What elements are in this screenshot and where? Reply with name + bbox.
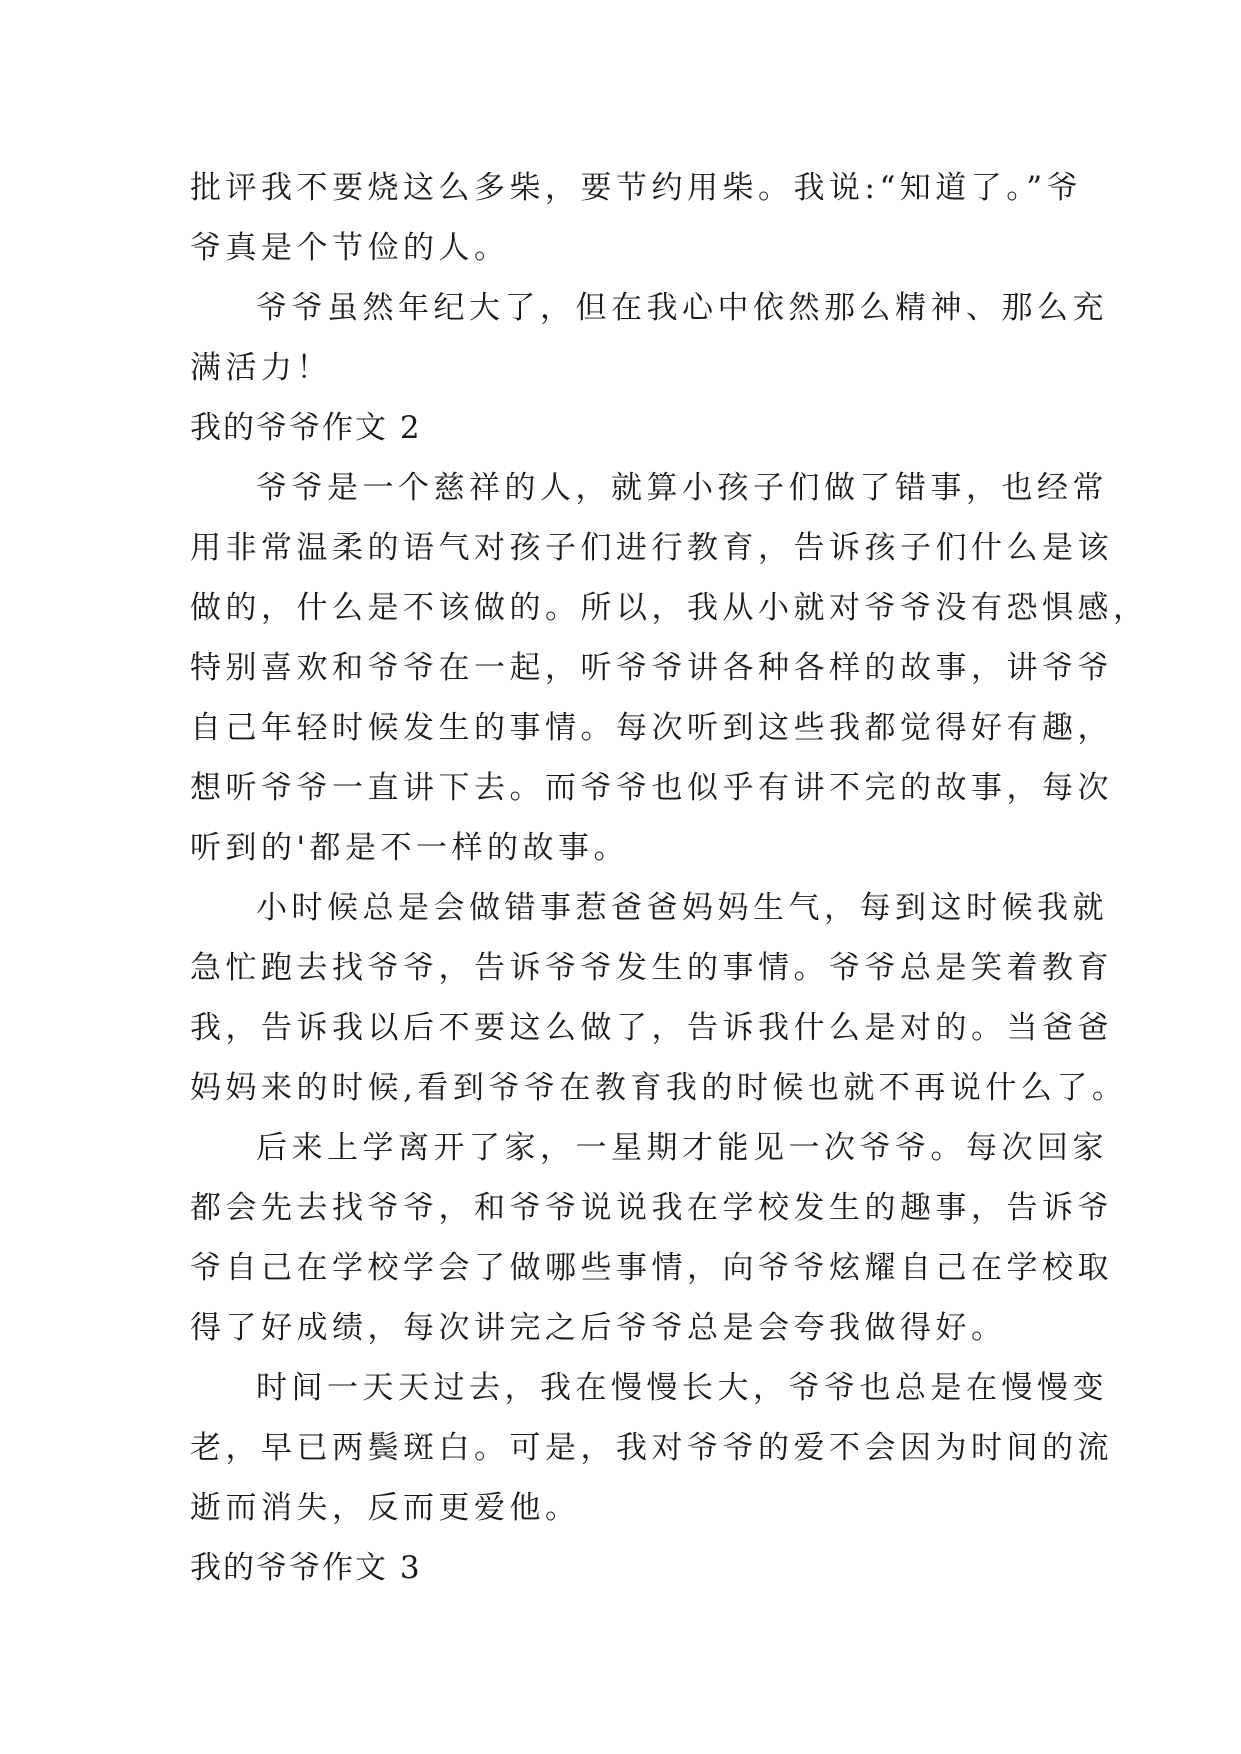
text-line: 都会先去找爷爷，和爷爷说说我在学校发生的趣事，告诉爷 <box>190 1190 1113 1226</box>
text-line: 爷真是个节俭的人。 <box>190 230 510 266</box>
section-heading: 我的爷爷作文 3 <box>190 1550 422 1586</box>
text-line: 满活力！ <box>190 350 332 386</box>
text-line: 自己年轻时候发生的事情。每次听到这些我都觉得好有趣， <box>190 710 1113 746</box>
text-line: 想听爷爷一直讲下去。而爷爷也似乎有讲不完的故事，每次 <box>190 770 1113 806</box>
section-heading: 我的爷爷作文 2 <box>190 410 422 446</box>
text-line: 小时候总是会做错事惹爸爸妈妈生气，每到这时候我就 <box>256 890 1108 926</box>
text-line: 批评我不要烧这么多柴，要节约用柴。我说:“知道了。”爷 <box>190 170 1083 206</box>
text-line: 妈妈来的时候,看到爷爷在教育我的时候也就不再说什么了。 <box>190 1070 1128 1106</box>
text-line: 做的，什么是不该做的。所以，我从小就对爷爷没有恐惧感， <box>190 590 1149 626</box>
text-line: 爷自己在学校学会了做哪些事情，向爷爷炫耀自己在学校取 <box>190 1250 1113 1286</box>
text-line: 特别喜欢和爷爷在一起，听爷爷讲各种各样的故事，讲爷爷 <box>190 650 1113 686</box>
text-line: 爷爷虽然年纪大了，但在我心中依然那么精神、那么充 <box>256 290 1108 326</box>
text-line: 用非常温柔的语气对孩子们进行教育，告诉孩子们什么是该 <box>190 530 1113 566</box>
text-line: 我，告诉我以后不要这么做了，告诉我什么是对的。当爸爸 <box>190 1010 1113 1046</box>
text-line: 老，早已两鬓斑白。可是，我对爷爷的爱不会因为时间的流 <box>190 1430 1113 1466</box>
document-page <box>190 158 1149 1598</box>
text-line: 逝而消失，反而更爱他。 <box>190 1490 581 1526</box>
text-line: 爷爷是一个慈祥的人，就算小孩子们做了错事，也经常 <box>256 470 1108 506</box>
text-line: 时间一天天过去，我在慢慢长大，爷爷也总是在慢慢变 <box>256 1370 1108 1406</box>
text-line: 得了好成绩，每次讲完之后爷爷总是会夸我做得好。 <box>190 1310 1007 1346</box>
text-line: 听到的'都是不一样的故事。 <box>190 830 630 866</box>
text-line: 后来上学离开了家，一星期才能见一次爷爷。每次回家 <box>256 1130 1108 1166</box>
text-line: 急忙跑去找爷爷，告诉爷爷发生的事情。爷爷总是笑着教育 <box>190 950 1113 986</box>
